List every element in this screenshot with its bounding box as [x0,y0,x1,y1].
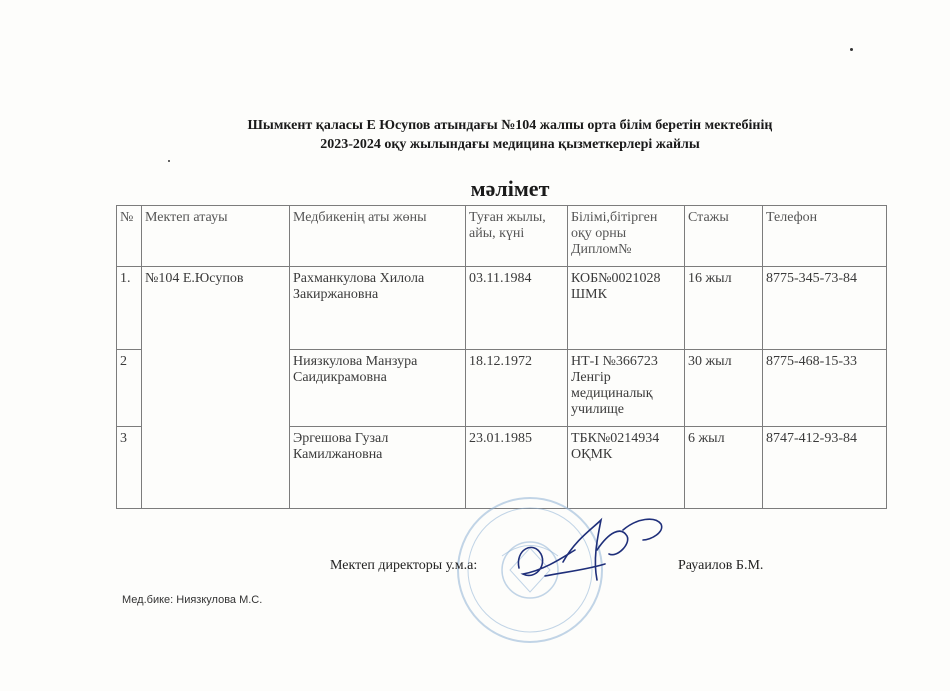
cell-education: КОБ№0021028 ШМК [568,267,685,350]
cell-name: Рахманкулова Хилола Закиржановна [290,267,466,350]
header-phone: Телефон [763,206,887,267]
document-heading: мәлімет [470,176,550,201]
header-education: Білімі,бітірген оқу орны Диплом№ [568,206,685,267]
signature-icon [505,510,675,600]
header-name: Медбикенің аты жөны [290,206,466,267]
cell-birth: 03.11.1984 [466,267,568,350]
cell-name: Ниязкулова Манзура Саидикрамовна [290,350,466,427]
cell-no: 1. [117,267,142,350]
scan-speck [168,160,170,162]
document-title-line1: Шымкент қаласы Е Юсупов атындағы №104 жалпы орта білім беретін мектебінің [247,118,773,133]
header-school: Мектеп атауы [142,206,290,267]
cell-experience: 16 жыл [685,267,763,350]
nurse-name: Мед.бике: Ниязкулова М.С. [122,594,263,606]
scan-speck [850,48,853,51]
table-row [117,267,887,350]
cell-name: Эргешова Гузал Камилжановна [290,427,466,509]
header-no: № [117,206,142,267]
table-header-row [117,206,887,267]
header-birth: Туған жылы, айы, күні [466,206,568,267]
cell-birth: 23.01.1985 [466,427,568,509]
director-label: Мектеп директоры у.м.а: [330,558,478,573]
cell-experience: 6 жыл [685,427,763,509]
cell-education: НТ-I №366723 Ленгір медициналық училище [568,350,685,427]
cell-school: №104 Е.Юсупов [142,267,290,509]
document-title-line2: 2023-2024 оқу жылындағы медицина қызметкерлері жайлы [320,137,700,152]
header-experience: Стажы [685,206,763,267]
cell-phone: 8775-468-15-33 [763,350,887,427]
cell-birth: 18.12.1972 [466,350,568,427]
cell-phone: 8775-345-73-84 [763,267,887,350]
cell-experience: 30 жыл [685,350,763,427]
staff-table [116,205,887,509]
director-name: Рауаилов Б.М. [678,558,764,573]
cell-no: 3 [117,427,142,509]
cell-phone: 8747-412-93-84 [763,427,887,509]
cell-no: 2 [117,350,142,427]
cell-education: ТБК№0214934 ОҚМК [568,427,685,509]
